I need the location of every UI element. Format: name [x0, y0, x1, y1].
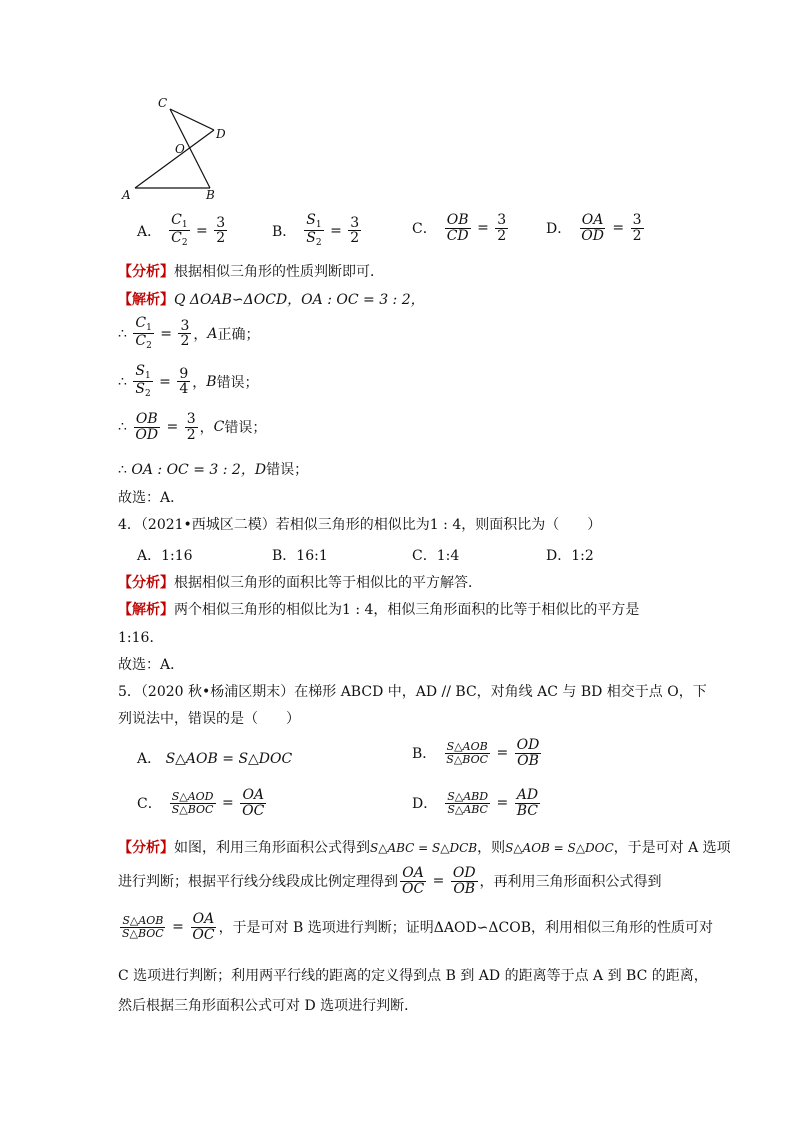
q5-stem-line2: 列说法中，错误的是（ ） — [118, 711, 300, 727]
q4-option-b: B．16:1 — [272, 548, 328, 564]
q5-analysis-line3: $\frac{\text{S△AOB}}{\text{S△BOC}}$ = $\frac{OA}{OC}$ ，于是可对 B 选项进行判断；证明ΔAOD∽ΔCOB，利用相似三角形的性质可对 — [122, 911, 713, 943]
q5-analysis-line4: C 选项进行判断；利用两平行线的距离的定义得到点 B 到 AD 的距离等于点 A 到 BC 的距离， — [118, 968, 708, 984]
q3-solution-line2: ∴ $\frac{C_1}{C_2}$ = $\frac{3}{2}$ ， A 正确； — [118, 315, 260, 352]
q3-option-d: D． $\frac{OA}{OD}$ = $\frac{3}{2}$ — [546, 212, 642, 244]
q5-option-a: A． S△AOB = S△DOC — [137, 751, 293, 767]
q4-solution-line1: 【解析】两个相似三角形的相似比为1 : 4，相似三角形面积的比等于相似比的平方是 — [118, 602, 640, 618]
q5-analysis-line1: 【分析】如图，利用三角形面积公式得到S△ABC = S△DCB，则S△AOB = S△DOC，于是可对 A 选项 — [118, 840, 731, 856]
q4-stem: 4．（2021•西城区二模）若相似三角形的相似比为1 : 4，则面积比为（ ） — [118, 517, 602, 533]
q3-option-c: C． $\frac{OB}{CD}$ = $\frac{3}{2}$ — [412, 212, 507, 244]
point-label-C: C — [158, 96, 168, 110]
segment-CD — [170, 109, 214, 130]
q3-option-a: A． $\frac{C_1}{C_2}$ = $\frac{3}{2}$ — [137, 212, 226, 249]
q5-option-d: D． $\frac{\text{S△ABD}}{\text{S△ABC}}$ = $\frac{AD}{BC}$ — [412, 787, 539, 819]
q4-option-a: A．1:16 — [137, 548, 193, 564]
q4-option-d: D．1:2 — [546, 548, 594, 564]
point-label-B: B — [206, 188, 215, 202]
q4-answer: 故选：A． — [118, 657, 185, 673]
point-label-O: O — [175, 142, 185, 156]
q3-answer: 故选：A． — [118, 490, 185, 506]
q5-analysis-line2: 进行判断；根据平行线分线段成比例定理得到 $\frac{OA}{OC}$ = $\frac{OD}{OB}$ ，再利用三角形面积公式得到 — [118, 865, 662, 897]
segment-AD — [135, 130, 214, 188]
q3-analysis: 【分析】根据相似三角形的性质判断即可． — [118, 264, 384, 280]
q3-solution-line5: ∴ OA : OC = 3 : 2，D错误； — [118, 462, 309, 478]
q3-option-b: B． $\frac{S_1}{S_2}$ = $\frac{3}{2}$ — [272, 212, 360, 249]
q3-solution-line4: ∴ $\frac{OB}{OD}$ = $\frac{3}{2}$ ， C 错误； — [118, 411, 267, 443]
q3-solution-line3: ∴ $\frac{S_1}{S_2}$ = $\frac{9}{4}$ ， B 错误； — [118, 363, 259, 400]
q4-analysis: 【分析】根据相似三角形的面积比等于相似比的平方解答． — [118, 575, 482, 591]
q5-option-c: C． $\frac{\text{S△AOD}}{\text{S△BOC}}$ = $\frac{OA}{OC}$ — [137, 787, 265, 819]
q5-option-b: B． $\frac{\text{S△AOB}}{\text{S△BOC}}$ = $\frac{OD}{OB}$ — [412, 737, 540, 769]
point-label-D: D — [216, 127, 226, 141]
q4-solution-line2: 1:16． — [118, 630, 164, 646]
q3-solution-line1: 【解析】Q ΔOAB∽ΔOCD，OA : OC = 3 : 2， — [118, 292, 425, 308]
q5-stem-line1: 5．（2020 秋•杨浦区期末）在梯形 ABCD 中，AD // BC，对角线 AC 与 BD 相交于点 O，下 — [118, 684, 707, 700]
triangle-figure — [118, 95, 238, 205]
q5-analysis-line5: 然后根据三角形面积公式可对 D 选项进行判断． — [118, 998, 419, 1014]
q4-option-c: C．1:4 — [412, 548, 460, 564]
point-label-A: A — [122, 188, 131, 202]
